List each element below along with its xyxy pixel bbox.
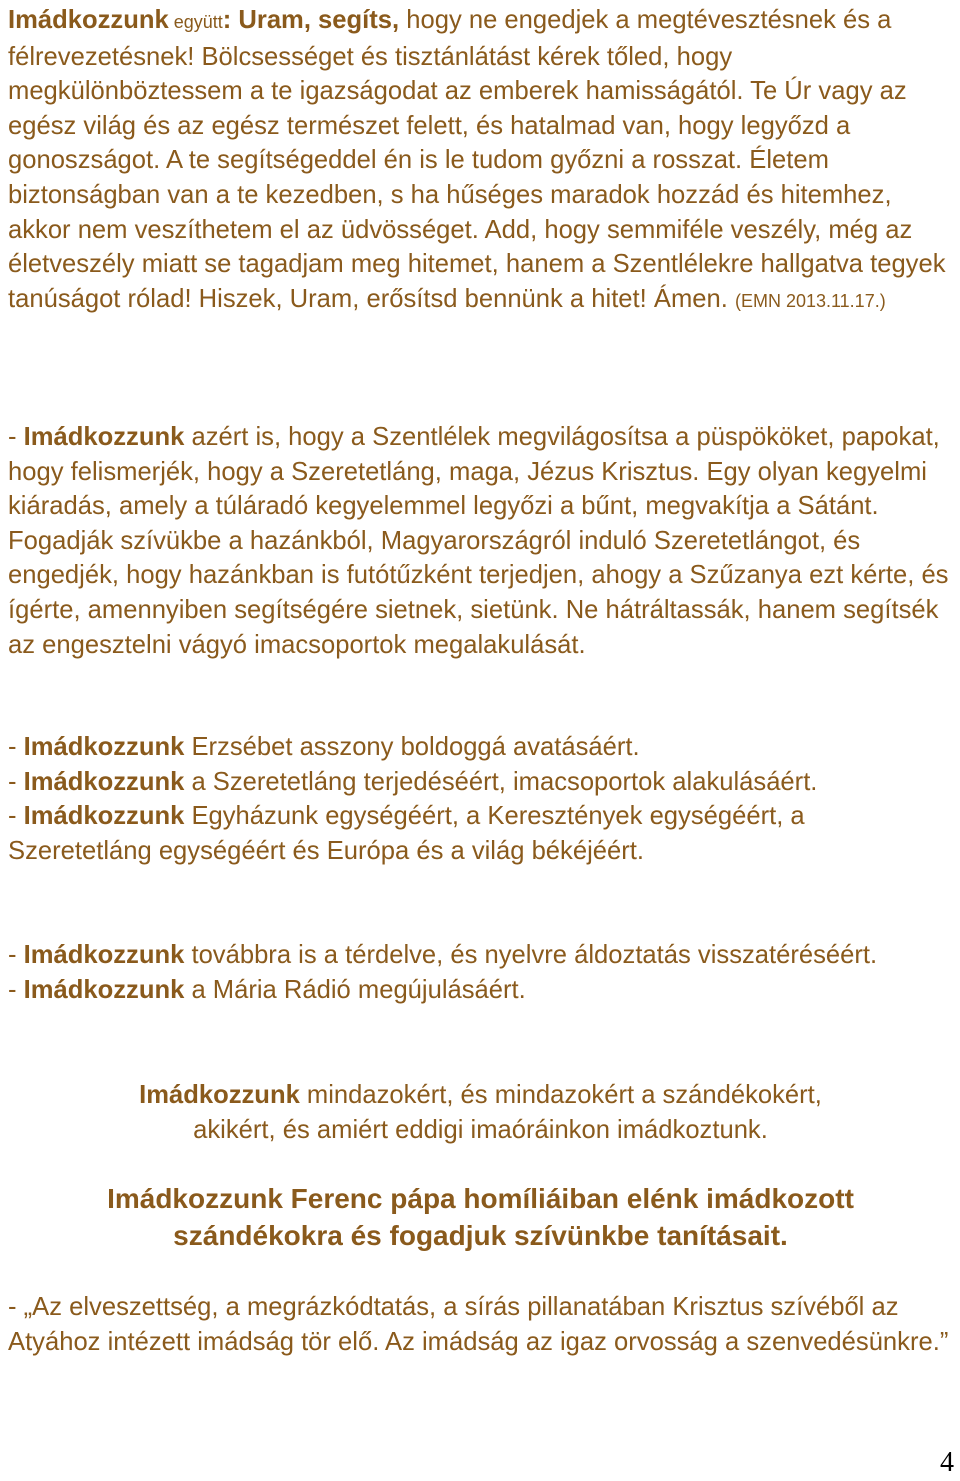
prayer-lead: Imádkozzunk bbox=[23, 767, 185, 796]
prayer-lead: Imádkozzunk bbox=[23, 802, 185, 831]
list-item bbox=[8, 938, 953, 973]
prayer-text: Egyházunk egységéért, a Keresztények egységéért, a Szeretetláng egységéért és Európa és a világ békéjéért. bbox=[8, 802, 805, 865]
dash: - bbox=[8, 733, 24, 761]
prayer-lead: Imádkozzunk bbox=[23, 941, 185, 969]
centered-line-1 bbox=[8, 1078, 953, 1113]
heading-line-1: Imádkozzunk Ferenc pápa homíliáiban elénk imádkozott bbox=[107, 1183, 854, 1214]
list-item bbox=[8, 973, 953, 1008]
prayer-list-1 bbox=[8, 730, 953, 868]
prayer-text: a Szeretetláng terjedéséért, imacsoportok alakulásáért. bbox=[184, 767, 818, 796]
pope-francis-heading bbox=[8, 1180, 953, 1254]
prayer-paragraph-2 bbox=[8, 420, 953, 662]
quote-paragraph: - „Az elveszettség, a megrázkódtatás, a sírás pillanatában Krisztus szívéből az Atyához intézett imádság tör elő. Az imádság az igaz orvosság a szenvedésünkre.” bbox=[8, 1293, 949, 1356]
prayer-list-2 bbox=[8, 938, 953, 1007]
prayer-lead: Imádkozzunk bbox=[139, 1081, 300, 1109]
prayer-lead: Imádkozzunk bbox=[23, 975, 185, 1004]
prayer-small-word: együtt bbox=[168, 12, 223, 32]
centered-prayer bbox=[8, 1078, 953, 1147]
prayer-lead: Imádkozzunk bbox=[8, 6, 169, 34]
dash: - bbox=[8, 767, 24, 796]
prayer-text: a Mária Rádió megújulásáért. bbox=[184, 975, 526, 1004]
list-item bbox=[8, 730, 953, 765]
list-item bbox=[8, 799, 953, 868]
prayer-text: Erzsébet asszony boldoggá avatásáért. bbox=[184, 733, 640, 761]
list-item bbox=[8, 765, 953, 800]
centered-line-2: akikért, és amiért eddigi imaóráinkon imádkoztunk. bbox=[193, 1115, 768, 1144]
prayer-text: mindazokért, és mindazokért a szándékokért, bbox=[299, 1081, 822, 1109]
dash: - bbox=[8, 975, 24, 1004]
prayer-lead: Imádkozzunk bbox=[23, 733, 185, 761]
prayer-text: továbbra is a térdelve, és nyelvre áldoztatás visszatéréséért. bbox=[184, 941, 878, 969]
dash: - bbox=[8, 941, 24, 969]
page-number: 4 bbox=[940, 1447, 954, 1478]
heading-line-2: szándékokra és fogadjuk szívünkbe tanításait. bbox=[173, 1220, 788, 1251]
dash: - bbox=[8, 802, 24, 831]
prayer-citation: (EMN 2013.11.17.) bbox=[734, 290, 886, 311]
prayer-text: azért is, hogy a Szentlélek megvilágosítsa a püspököket, papokat, hogy felismerjék, hogy a Szeretetláng, maga, Jézus Krisztus. Egy olyan kegyelmi kiáradás, amely a túláradó kegyelemmel legyőzi a bűnt, megvakítja a Sátánt. Fogadják szívükbe a hazánkból, Magyarországról induló Szeretetlángot, és engedjék, hogy hazánkban is futótűzként terjedjen, ahogy a Szűzanya ezt kérte, és ígérte, amennyiben segítségére sietnek, sietünk. Ne hátráltassák, hanem segítsék az engesztelni vágyó imacsoportok megalakulását. bbox=[8, 423, 949, 659]
prayer-lead: Imádkozzunk bbox=[23, 423, 185, 451]
prayer-bold-phrase: : Uram, segíts, bbox=[222, 6, 400, 34]
prayer-paragraph-1 bbox=[8, 3, 953, 318]
prayer-text: hogy ne engedjek a megtévesztésnek és a félrevezetésnek! Bölcsességet és tisztánlátást kérek tőled, hogy megkülönböztessem a te igazságodat az emberek hamisságától. Te Úr vagy az egész világ és az egész természet felett, és hatalmad van, hogy legyőzd a gonoszságot. A te segítségeddel én is le tudom győzni a rosszat. Életem biztonságban van a te kezedben, s ha hűséges maradok hozzád és hitemhez, akkor nem veszíthetem el az üdvösséget. Add, hogy semmiféle veszély, még az életveszély miatt se tagadjam meg hitemet, hanem a Szentlélekre hallgatva tegyek tanúságot rólad! Hiszek, Uram, erősítsd bennünk a hitet! Ámen. bbox=[8, 6, 946, 313]
dash: - bbox=[8, 423, 24, 451]
